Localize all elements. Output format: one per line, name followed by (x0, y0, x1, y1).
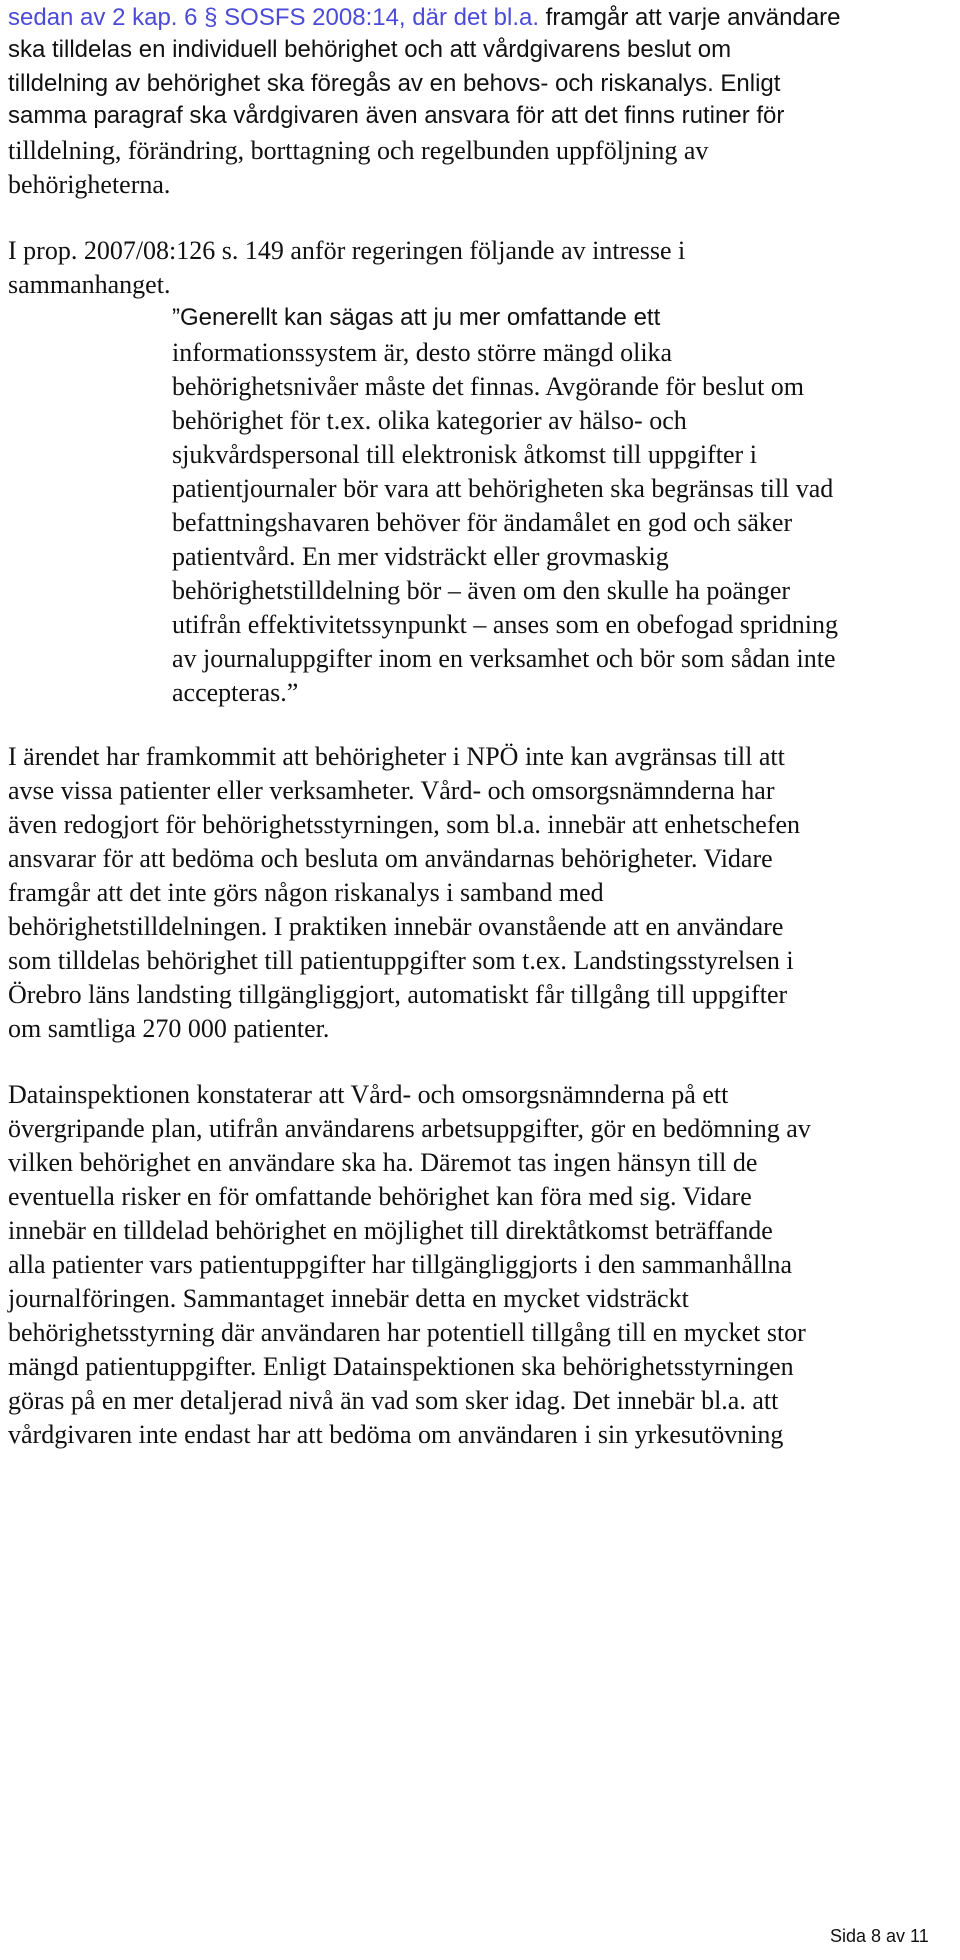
quote-line: accepteras.” (172, 678, 299, 707)
quote-line: av journaluppgifter inom en verksamhet och bör som sådan inte (172, 644, 836, 673)
paragraph-line: Örebro läns landsting tillgängliggjort, automatiskt får tillgång till uppgifter (8, 980, 788, 1009)
paragraph-line: övergripande plan, utifrån användarens arbetsuppgifter, gör en bedömning av (8, 1114, 811, 1143)
paragraph-line: framgår att det inte görs någon riskanalys i samband med (8, 878, 604, 907)
paragraph-line: tilldelning av behörighet ska föregås av en behovs- och riskanalys. Enligt (8, 70, 781, 97)
page-number: Sida 8 av 11 (830, 1926, 929, 1946)
paragraph-line: behörighetsstyrning där användaren har potentiell tillgång till en mycket stor (8, 1318, 806, 1347)
paragraph-line: ska tilldelas en individuell behörighet och att vårdgivarens beslut om (8, 36, 732, 63)
quote-line: behörighetsnivåer måste det finnas. Avgörande för beslut om (172, 372, 805, 401)
quote-line: patientvård. En mer vidsträckt eller grovmaskig (172, 542, 669, 571)
paragraph-line: sammanhanget. (8, 270, 171, 299)
quote-line: behörighetstilldelning bör – även om den skulle ha poänger (172, 576, 791, 605)
paragraph-line: Datainspektionen konstaterar att Vård- och omsorgsnämnderna på ett (8, 1080, 729, 1109)
paragraph-line: vilken behörighet en användare ska ha. Däremot tas ingen hänsyn till de (8, 1148, 758, 1177)
paragraph-line: göras på en mer detaljerad nivå än vad som sker idag. Det innebär bl.a. att (8, 1386, 779, 1415)
paragraph-line: avse vissa patienter eller verksamheter. Vård- och omsorgsnämnderna har (8, 776, 775, 805)
paragraph-line: innebär en tilldelad behörighet en möjlighet till direktåtkomst beträffande (8, 1216, 773, 1245)
quote-line: befattningshavaren behöver för ändamålet en god och säker (172, 508, 793, 537)
paragraph-line: behörigheterna. (8, 170, 171, 199)
quote-line: patientjournaler bör vara att behörigheten ska begränsas till vad (172, 474, 834, 503)
paragraph-line: vårdgivaren inte endast har att bedöma om användaren i sin yrkesutövning (8, 1420, 784, 1449)
paragraph-line: även redogjort för behörighetsstyrningen, som bl.a. innebär att enhetschefen (8, 810, 801, 839)
quote-line: informationssystem är, desto större mängd olika (172, 338, 673, 367)
paragraph-line: ansvarar för att bedöma och besluta om användarnas behörigheter. Vidare (8, 844, 773, 873)
paragraph-line: alla patienter vars patientuppgifter har tillgängliggjorts i den sammanhållna (8, 1250, 793, 1279)
quote-line: sjukvårdspersonal till elektronisk åtkomst till uppgifter i (172, 440, 757, 469)
paragraph-line: mängd patientuppgifter. Enligt Datainspektionen ska behörighetsstyrningen (8, 1352, 794, 1381)
paragraph-line: om samtliga 270 000 patienter. (8, 1014, 330, 1043)
paragraph-line: eventuella risker en för omfattande behörighet kan föra med sig. Vidare (8, 1182, 752, 1211)
paragraph-line-text: framgår att varje användare (539, 4, 841, 31)
paragraph-line: behörighetstilldelningen. I praktiken innebär ovanstående att en användare (8, 912, 784, 941)
quote-line: behörighet för t.ex. olika kategorier av hälso- och (172, 406, 687, 435)
paragraph-line: tilldelning, förändring, borttagning och regelbunden uppföljning av (8, 136, 709, 165)
quote-line: utifrån effektivitetssynpunkt – anses som en obefogad spridning (172, 610, 839, 639)
quote-line: ”Generellt kan sägas att ju mer omfattande ett (172, 304, 661, 331)
paragraph-line: I ärendet har framkommit att behörigheter i NPÖ inte kan avgränsas till att (8, 742, 785, 771)
paragraph-line: samma paragraf ska vårdgivaren även ansvara för att det finns rutiner för (8, 102, 785, 129)
paragraph-line: I prop. 2007/08:126 s. 149 anför regeringen följande av intresse i (8, 236, 686, 265)
paragraph-line: som tilldelas behörighet till patientuppgifter som t.ex. Landstingsstyrelsen i (8, 946, 794, 975)
paragraph-line: journalföringen. Sammantaget innebär detta en mycket vidsträckt (8, 1284, 689, 1313)
paragraph-line (8, 4, 841, 30)
sosfs-link[interactable]: sedan av 2 kap. 6 § SOSFS 2008:14, där det bl.a. (8, 4, 540, 31)
